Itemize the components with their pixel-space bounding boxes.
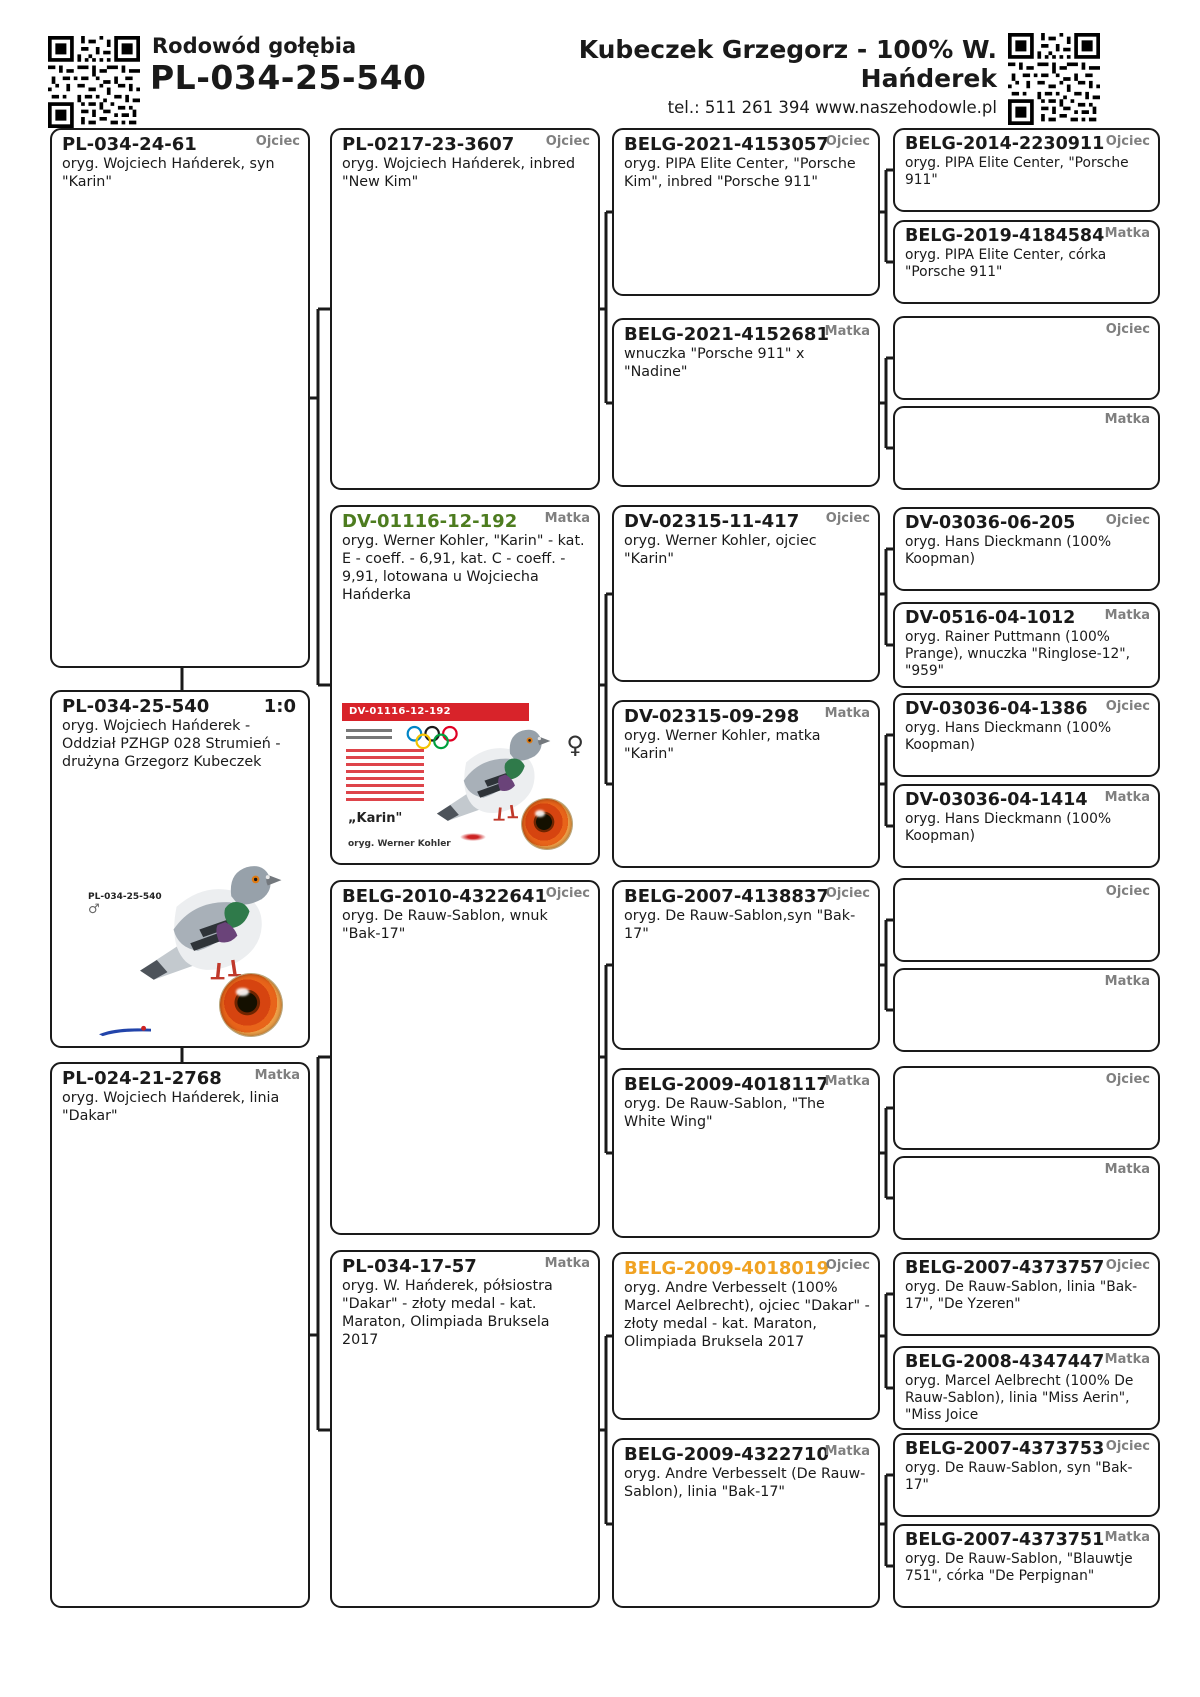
ring-number: DV-03036-04-1414 (905, 790, 1088, 810)
ring-number: DV-02315-11-417 (624, 511, 800, 532)
role-label: Matka (1104, 1530, 1150, 1545)
ring-number: BELG-2007-4373757 (905, 1258, 1105, 1278)
pedigree-box-empty (893, 878, 1160, 962)
pedigree-box (330, 1250, 600, 1608)
pedigree-box-empty (893, 968, 1160, 1052)
qr-code-right (1008, 33, 1100, 125)
ring-number: PL-034-17-57 (342, 1256, 477, 1277)
ring-number: PL-034-24-61 (62, 134, 197, 155)
pedigree-box-dakar-father (612, 1252, 880, 1420)
ring-number: BELG-2009-4018019 (624, 1258, 829, 1279)
ring-number: BELG-2021-4153057 (624, 134, 829, 155)
pedigree-box (893, 220, 1160, 304)
pedigree-box (612, 1068, 880, 1238)
pedigree-box (612, 128, 880, 296)
pedigree-box (612, 505, 880, 682)
role-label: Matka (1104, 608, 1150, 623)
ring-number: DV-0516-04-1012 (905, 608, 1076, 628)
karin-photo-card (340, 703, 590, 855)
ring-number: BELG-2010-4322641 (342, 886, 547, 907)
card-results-textlines (346, 749, 424, 801)
pedigree-box (893, 602, 1160, 688)
pedigree-box-empty (893, 1156, 1160, 1240)
role-label: Ojciec (1105, 1439, 1150, 1454)
pigeon-description: oryg. Wojciech Hańderek, syn "Karin" (62, 156, 275, 190)
breeder-name-line1: Kubeczek Grzegorz - 100% W. (578, 35, 997, 64)
card-breeder-credit: oryg. Werner Kohler (348, 839, 451, 849)
card-banner: DV-01116-12-192 (342, 703, 529, 721)
ring-number: PL-024-21-2768 (62, 1068, 222, 1089)
pigeon-description: oryg. De Rauw-Sablon, "Blauwtje 751", córka "De Perpignan" (905, 1551, 1133, 1584)
role-label: Ojciec (825, 886, 870, 901)
pedigree-box (330, 128, 600, 490)
pedigree-box-subject (50, 690, 310, 1048)
subject-title-row (62, 696, 300, 717)
ring-number: BELG-2007-4373751 (905, 1530, 1105, 1550)
role-label: Ojciec (545, 134, 590, 149)
role-label: Matka (1104, 1352, 1150, 1367)
pigeon-description: oryg. Marcel Aelbrecht (100% De Rauw-Sablon), linia "Miss Aerin", "Miss Joice (905, 1373, 1134, 1423)
ring-number: DV-01116-12-192 (342, 511, 518, 532)
pigeon-description: oryg. Hans Dieckmann (100% Koopman) (905, 720, 1112, 753)
pigeon-description: oryg. PIPA Elite Center, "Porsche Kim", inbred "Porsche 911" (624, 156, 856, 190)
watermark-logo (96, 1025, 154, 1038)
pigeon-description: oryg. De Rauw-Sablon, linia "Bak-17", "De Yzeren" (905, 1279, 1138, 1312)
role-label: Ojciec (1105, 1258, 1150, 1273)
role-label: Ojciec (825, 511, 870, 526)
pedigree-box (893, 1433, 1160, 1517)
pigeon-description: oryg. W. Hańderek, półsiostra "Dakar" - złoty medal - kat. Maraton, Olimpiada Bruksela 2017 (342, 1278, 553, 1348)
pigeon-description: oryg. De Rauw-Sablon,syn "Bak-17" (624, 908, 856, 942)
ring-number: BELG-2007-4373753 (905, 1439, 1105, 1459)
photo-ring-text: PL-034-25-540 (88, 892, 162, 902)
pigeon-description: oryg. Andre Verbesselt (De Rauw-Sablon), linia "Bak-17" (624, 1466, 866, 1500)
pedigree-box (893, 507, 1160, 591)
ring-number: BELG-2019-4184584 (905, 226, 1105, 246)
pedigree-box (893, 1346, 1160, 1430)
ring-number: BELG-2007-4138837 (624, 886, 829, 907)
document-type-title: Rodowód gołębia (152, 34, 357, 58)
role-label: Ojciec (1105, 699, 1150, 714)
role-label: Matka (824, 1074, 870, 1089)
ring-number: DV-02315-09-298 (624, 706, 800, 727)
pedigree-box-empty (893, 1066, 1160, 1150)
ring-number: BELG-2014-2230911 (905, 134, 1105, 154)
pigeon-description: oryg. PIPA Elite Center, "Porsche 911" (905, 155, 1129, 188)
pedigree-box (612, 318, 880, 487)
pigeon-description: oryg. Wojciech Hańderek, inbred "New Kim" (342, 156, 576, 190)
pedigree-box (612, 700, 880, 868)
pedigree-box-empty (893, 406, 1160, 490)
score-value: 1:0 (263, 696, 296, 717)
breeder-header (579, 36, 997, 117)
pedigree-box-father (50, 128, 310, 668)
role-label: Ojciec (1105, 322, 1150, 337)
role-label: Matka (254, 1068, 300, 1083)
pigeon-description: oryg. De Rauw-Sablon, syn "Bak-17" (905, 1460, 1133, 1493)
pigeon-name: „Karin" (348, 811, 403, 826)
role-label: Matka (1104, 226, 1150, 241)
pedigree-box (612, 1438, 880, 1608)
ring-number: DV-03036-04-1386 (905, 699, 1088, 719)
page-title: PL-034-25-540 (150, 58, 427, 97)
role-label: Matka (544, 511, 590, 526)
card-header-textlines (346, 729, 392, 741)
subject-eye-photo (220, 974, 282, 1036)
pigeon-description: oryg. Andre Verbesselt (100% Marcel Aelbrecht), ojciec "Dakar" - złoty medal - kat. Maraton, Olimpiada Bruksela 2017 (624, 1280, 870, 1350)
role-label: Ojciec (825, 134, 870, 149)
pigeon-description: oryg. Werner Kohler, "Karin" - kat. E - coeff. - 6,91, kat. C - coeff. - 9,91, lotowana u Wojciecha Hańderka (342, 533, 585, 603)
ring-number: PL-034-25-540 (62, 696, 210, 717)
pigeon-description: oryg. Hans Dieckmann (100% Koopman) (905, 534, 1112, 567)
pigeon-description: oryg. Rainer Puttmann (100% Prange), wnuczka "Ringlose-12", "959" (905, 629, 1131, 679)
qr-code-left (48, 36, 140, 128)
role-label: Ojciec (1105, 134, 1150, 149)
ring-number: BELG-2008-4347447 (905, 1352, 1105, 1372)
breeder-contact: tel.: 511 261 394 www.naszehodowle.pl (667, 97, 997, 117)
pedigree-box (893, 1524, 1160, 1608)
pedigree-box (893, 693, 1160, 777)
ring-number: BELG-2009-4018117 (624, 1074, 829, 1095)
karin-eye-photo (522, 799, 572, 849)
ring-number: BELG-2009-4322710 (624, 1444, 829, 1465)
role-label: Matka (1104, 974, 1150, 989)
breeder-name-line2: Hańderek (860, 63, 997, 93)
pigeon-description: oryg. Werner Kohler, ojciec "Karin" (624, 533, 817, 567)
role-label: Ojciec (825, 1258, 870, 1273)
male-symbol: ♂ (88, 902, 100, 917)
role-label: Matka (824, 706, 870, 721)
pigeon-description: oryg. De Rauw-Sablon, wnuk "Bak-17" (342, 908, 548, 942)
pigeon-description: oryg. PIPA Elite Center, córka "Porsche 911" (905, 247, 1107, 280)
pigeon-description: oryg. De Rauw-Sablon, "The White Wing" (624, 1096, 825, 1130)
pedigree-box (893, 1252, 1160, 1336)
card-smear (460, 833, 486, 841)
role-label: Matka (1104, 1162, 1150, 1177)
ring-number: PL-0217-23-3607 (342, 134, 515, 155)
pedigree-box (612, 880, 880, 1050)
pedigree-box-karin (330, 505, 600, 865)
pigeon-description: oryg. Hans Dieckmann (100% Koopman) (905, 811, 1112, 844)
role-label: Matka (1104, 790, 1150, 805)
role-label: Ojciec (1105, 884, 1150, 899)
female-symbol: ♀ (566, 731, 584, 759)
ring-number: DV-03036-06-205 (905, 513, 1076, 533)
role-label: Matka (824, 1444, 870, 1459)
role-label: Ojciec (545, 886, 590, 901)
role-label: Matka (824, 324, 870, 339)
pedigree-box-empty (893, 316, 1160, 400)
role-label: Ojciec (1105, 1072, 1150, 1087)
role-label: Ojciec (1105, 513, 1150, 528)
pedigree-box (330, 880, 600, 1235)
role-label: Ojciec (255, 134, 300, 149)
pigeon-description: wnuczka "Porsche 911" x "Nadine" (624, 346, 805, 380)
pedigree-box-mother (50, 1062, 310, 1608)
ring-number: BELG-2021-4152681 (624, 324, 829, 345)
pigeon-description: oryg. Wojciech Hańderek - Oddział PZHGP 028 Strumień - drużyna Grzegorz Kubeczek (62, 718, 281, 770)
pigeon-description: oryg. Wojciech Hańderek, linia "Dakar" (62, 1090, 280, 1124)
role-label: Matka (1104, 412, 1150, 427)
pigeon-description: oryg. Werner Kohler, matka "Karin" (624, 728, 821, 762)
pedigree-box (893, 784, 1160, 868)
pedigree-box (893, 128, 1160, 212)
role-label: Matka (544, 1256, 590, 1271)
